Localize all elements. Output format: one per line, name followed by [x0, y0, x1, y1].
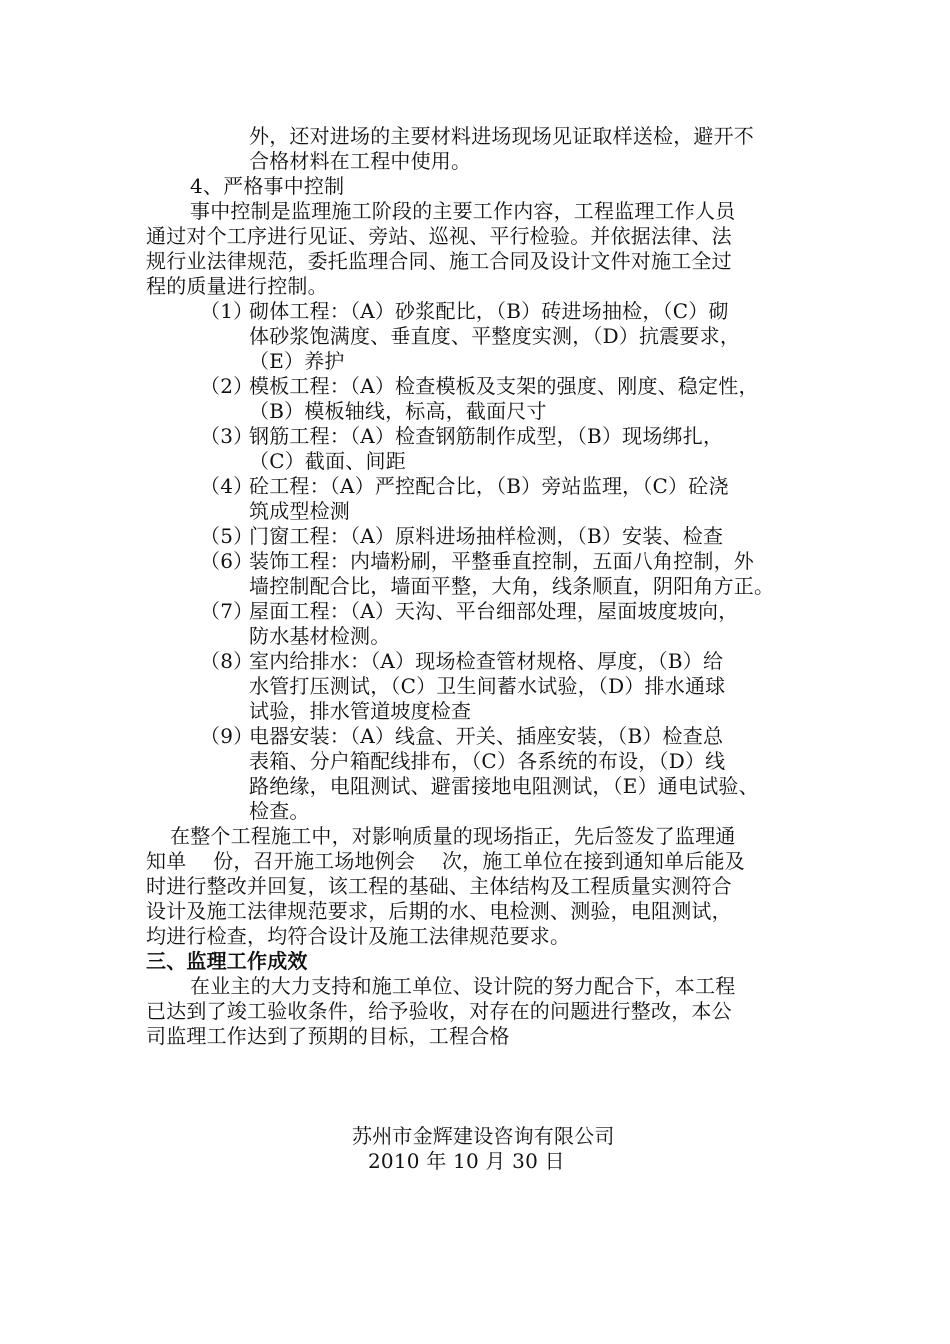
item-1-line: 砌体工程：（A）砂浆配比，（B）砖进场抽检，（C）砌 [249, 299, 729, 323]
section-4-heading: 4、严格事中控制 [190, 174, 345, 198]
item-1-line: （E）养护 [249, 349, 345, 373]
item-6-number: （6） [200, 549, 254, 573]
item-7-line: 屋面工程：（A）天沟、平台细部处理，屋面坡度坡向， [249, 599, 739, 623]
item-3-number: （3） [200, 424, 254, 448]
summary-paragraph-line: 在整个工程施工中，对影响质量的现场指正，先后签发了监理通 [170, 824, 736, 848]
intro-line-1: 外，还对进场的主要材料进场现场见证取样送检，避开不 [249, 124, 754, 148]
summary-paragraph-line: 均进行检查，均符合设计及施工法律规范要求。 [146, 924, 571, 948]
item-4-number: （4） [200, 474, 254, 498]
item-2-line: 模板工程：（A）检查模板及支架的强度、刚度、稳定性， [249, 374, 759, 398]
item-4-line: 筑成型检测 [249, 499, 350, 523]
item-9-line: 检查。 [249, 799, 310, 823]
section-3-heading: 三、监理工作成效 [146, 949, 308, 973]
item-6-line: 装饰工程：内墙粉刷，平整垂直控制，五面八角控制，外 [249, 549, 754, 573]
item-9-line: 表箱、分户箱配线排布，（C）各系统的布设，（D）线 [249, 749, 726, 773]
summary-paragraph-line: 知单 份，召开施工场地例会 次，施工单位在接到通知单后能及 [146, 849, 745, 873]
item-9-number: （9） [200, 724, 254, 748]
signature-company: 苏州市金辉建设咨询有限公司 [352, 1124, 615, 1148]
item-8-number: （8） [200, 649, 254, 673]
section-3-paragraph-line: 司监理工作达到了预期的目标，工程合格 [146, 1024, 510, 1048]
summary-paragraph-line: 时进行整改并回复，该工程的基础、主体结构及工程质量实测符合 [146, 874, 732, 898]
item-8-line: 试验，排水管道坡度检查 [249, 699, 472, 723]
section-3-paragraph-line: 在业主的大力支持和施工单位、设计院的努力配合下，本工程 [190, 974, 736, 998]
section-4-paragraph-line: 程的质量进行控制。 [146, 274, 328, 298]
section-4-paragraph-line: 事中控制是监理施工阶段的主要工作内容，工程监理工作人员 [190, 199, 736, 223]
item-3-line: （C）截面、间距 [249, 449, 406, 473]
item-1-number: （1） [200, 299, 254, 323]
item-1-line: 体砂浆饱满度、垂直度、平整度实测，（D）抗震要求， [249, 324, 741, 348]
item-6-line: 墙控制配合比，墙面平整，大角，线条顺直，阴阳角方正。 [249, 574, 775, 598]
section-4-paragraph-line: 通过对个工序进行见证、旁站、巡视、平行检验。并依据法律、法 [146, 224, 732, 248]
item-8-line: 室内给排水：（A）现场检查管材规格、厚度，（B）给 [249, 649, 724, 673]
item-3-line: 钢筋工程：（A）检查钢筋制作成型，（B）现场绑扎， [249, 424, 724, 448]
section-3-paragraph-line: 已达到了竣工验收条件，给予验收，对存在的问题进行整改，本公 [146, 999, 732, 1023]
item-7-line: 防水基材检测。 [249, 624, 391, 648]
item-5-number: （5） [200, 524, 254, 548]
item-8-line: 水管打压测试，（C）卫生间蓄水试验，（D）排水通球 [249, 674, 726, 698]
item-4-line: 砼工程：（A）严控配合比，（B）旁站监理，（C）砼浇 [249, 474, 729, 498]
item-7-number: （7） [200, 599, 254, 623]
item-9-line: 路绝缘，电阻测试、避雷接地电阻测试，（E）通电试验、 [249, 774, 759, 798]
item-9-line: 电器安装：（A）线盒、开关、插座安装，（B）检查总 [249, 724, 724, 748]
section-4-paragraph-line: 规行业法律规范，委托监理合同、施工合同及设计文件对施工全过 [146, 249, 732, 273]
item-2-line: （B）模板轴线，标高，截面尺寸 [249, 399, 547, 423]
item-2-number: （2） [200, 374, 254, 398]
signature-date: 2010 年 10 月 30 日 [368, 1149, 565, 1173]
intro-line-2: 合格材料在工程中使用。 [249, 149, 472, 173]
item-5-line: 门窗工程：（A）原料进场抽样检测，（B）安装、检查 [249, 524, 724, 548]
summary-paragraph-line: 设计及施工法律规范要求，后期的水、电检测、测验，电阻测试， [146, 899, 732, 923]
